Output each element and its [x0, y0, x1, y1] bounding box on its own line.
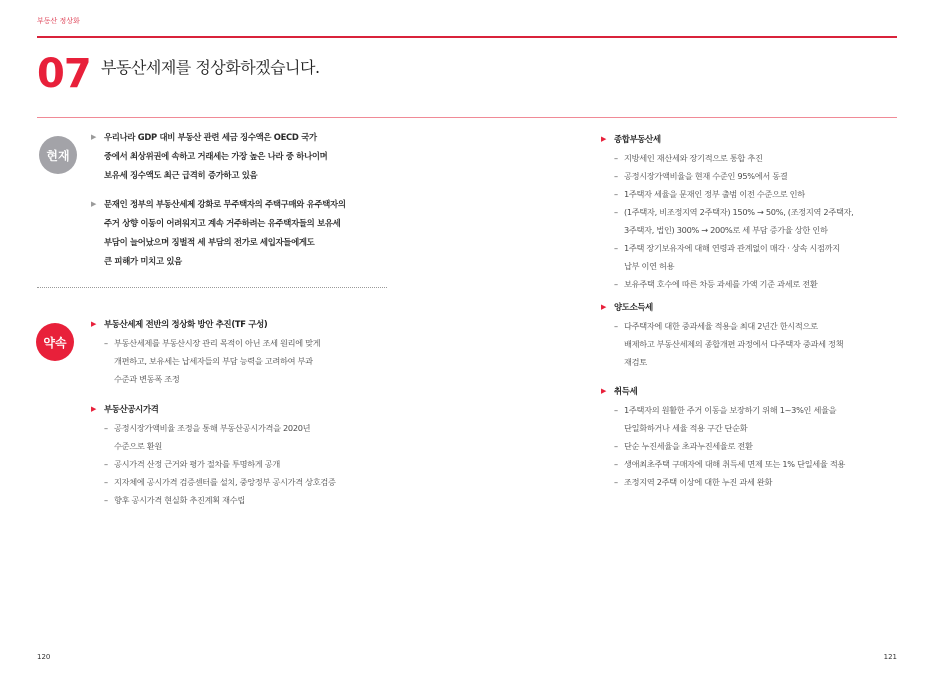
- title-divider: [37, 117, 897, 118]
- bullet-line: 중에서 최상위권에 속하고 거래세는 가장 높은 나라 중 하나이며: [104, 151, 328, 161]
- chapter-number: 07: [37, 51, 91, 97]
- list-item: – 공시가격 산정 근거와 평가 절차를 투명하게 공개: [104, 459, 280, 469]
- triangle-bullet-icon: ▶: [91, 133, 97, 141]
- list-item: – 지방세인 재산세와 장기적으로 통합 추진: [614, 153, 763, 163]
- list-item: – 1주택자 세율을 문재인 정부 출범 이전 수준으로 인하: [614, 189, 805, 199]
- block-title: ▶ 종합부동산세: [614, 130, 853, 149]
- promise-block-tax-reform: [91, 315, 321, 388]
- promise-badge: 약속: [36, 323, 74, 361]
- current-bullet-1: [91, 128, 328, 185]
- triangle-bullet-icon: ▶: [601, 387, 607, 395]
- list-item: – (1주택자, 비조정지역 2주택자) 150% → 50%, (조정지역 2주택자, 3주택자, 법인) 300% → 200%로 세 부담 증가율 상한 인하: [614, 207, 854, 235]
- acquisition-tax-block: [601, 382, 846, 491]
- list-item: – 1주택 장기보유자에 대해 연령과 관계없이 매각 · 상속 시점까지 납부 이연 허용: [614, 243, 840, 271]
- top-divider: [37, 36, 897, 38]
- block-title: ▶ 취득세: [614, 382, 845, 401]
- bullet-line: 우리나라 GDP 대비 부동산 관련 세금 징수액은 OECD 국가: [104, 132, 317, 142]
- current-badge: 현재: [39, 136, 77, 174]
- list-item: – 지자체에 공시가격 검증센터를 설치, 중앙정부 공시가격 상호검증: [104, 477, 336, 487]
- page-number-right: 121: [883, 653, 897, 661]
- promise-block-assessed-value: [91, 400, 336, 509]
- block-title: ▶ 부동산공시가격: [104, 400, 336, 419]
- section-divider: [37, 287, 387, 288]
- triangle-bullet-icon: ▶: [91, 200, 97, 208]
- block-title: ▶ 부동산세제 전반의 정상화 방안 추진(TF 구성): [104, 315, 320, 334]
- list-item: – 부동산세제를 부동산시장 관리 목적이 아닌 조세 원리에 맞게 개편하고, 보유세는 납세자들의 부담 능력을 고려하여 부과 수준과 변동폭 조정: [104, 338, 321, 384]
- chapter-title: 부동산세제를 정상화하겠습니다.: [101, 58, 320, 77]
- triangle-bullet-icon: ▶: [601, 135, 607, 143]
- triangle-bullet-icon: ▶: [601, 303, 607, 311]
- triangle-bullet-icon: ▶: [91, 320, 97, 328]
- bullet-line: 문재인 정부의 부동산세제 강화로 무주택자의 주택구매와 유주택자의: [104, 199, 346, 209]
- list-item: – 보유주택 호수에 따른 차등 과세를 가액 기준 과세로 전환: [614, 279, 818, 289]
- bullet-line: 주거 상향 이동이 어려워지고 계속 거주하려는 유주택자들의 보유세: [104, 218, 341, 228]
- bullet-line: 큰 피해가 미치고 있음: [104, 256, 182, 266]
- list-item: – 공정시장가액비율 조정을 통해 부동산공시가격을 2020년 수준으로 환원: [104, 423, 311, 451]
- bullet-line: 보유세 징수액도 최근 급격히 증가하고 있음: [104, 170, 258, 180]
- list-item: – 향후 공시가격 현실화 추진계획 재수립: [104, 495, 245, 505]
- bullet-line: 부담이 늘어났으며 징벌적 세 부담의 전가로 세입자들에게도: [104, 237, 315, 247]
- page-number-left: 120: [37, 653, 51, 661]
- list-item: – 단순 누진세율을 초과누진세율로 전환: [614, 441, 753, 451]
- triangle-bullet-icon: ▶: [91, 405, 97, 413]
- list-item: – 공정시장가액비율을 현재 수준인 95%에서 동결: [614, 171, 788, 181]
- list-item: – 조정지역 2주택 이상에 대한 누진 과세 완화: [614, 477, 773, 487]
- list-item: – 생애최초주택 구매자에 대해 취득세 면제 또는 1% 단일세율 적용: [614, 459, 846, 469]
- capital-gains-tax-block: [601, 298, 844, 371]
- comprehensive-property-tax-block: [601, 130, 854, 293]
- section-label: 부동산 정상화: [37, 17, 80, 25]
- block-title: ▶ 양도소득세: [614, 298, 843, 317]
- list-item: – 다주택자에 대한 중과세율 적용을 최대 2년간 한시적으로 배제하고 부동산세제의 종합개편 과정에서 다주택자 중과세 정책 재검토: [614, 321, 844, 367]
- current-bullet-2: [91, 195, 346, 271]
- list-item: – 1주택자의 원활한 주거 이동을 보장하기 위해 1~3%인 세율을 단일화하거나 세율 적용 구간 단순화: [614, 405, 837, 433]
